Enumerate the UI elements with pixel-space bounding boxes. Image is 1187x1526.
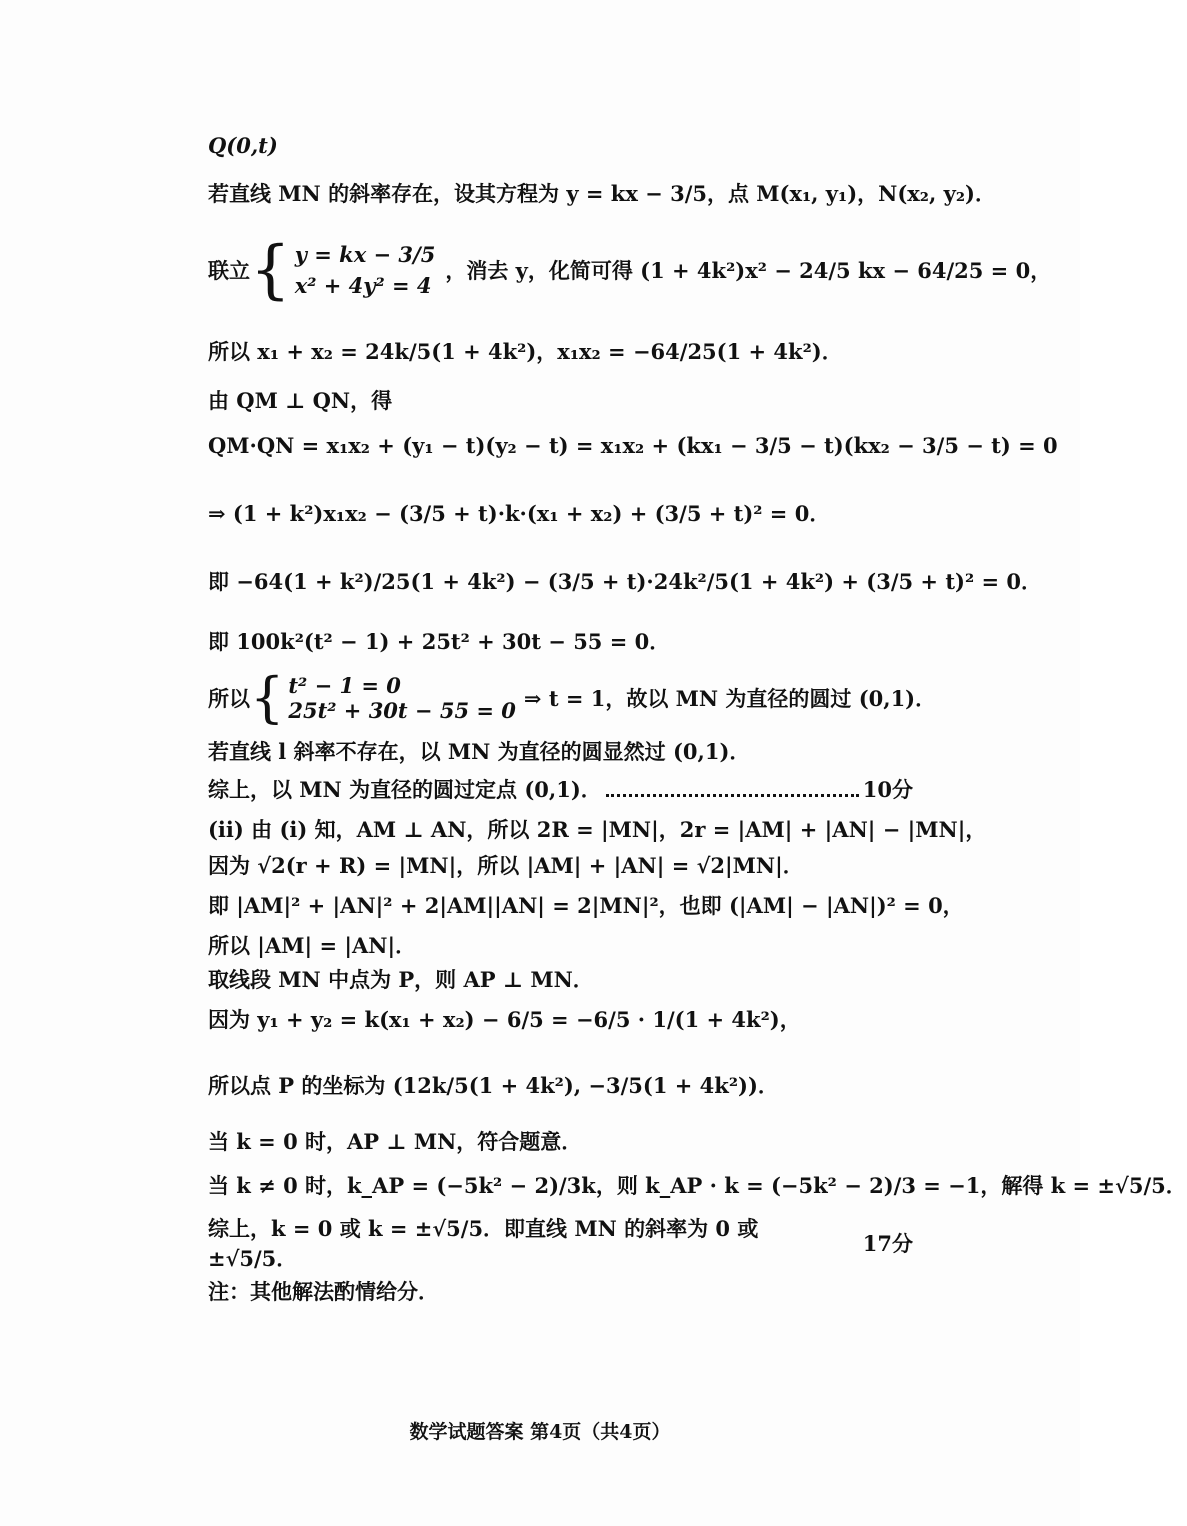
dot-product-expansion: QM·QN = x₁x₂ + (y₁ − t)(y₂ − t) = x₁x₂ + (kx₁ − 3/5 − t)(kx₂ − 3/5 − t) = 0 <box>208 432 1058 458</box>
simplified-quadratic: ，消去 y，化简可得 (1 + 4k²)x² − 24/5 kx − 64/25 = 0， <box>445 258 1052 283</box>
equal-lengths: 所以 |AM| = |AN|． <box>208 933 417 958</box>
radius-relation: 因为 √2(r + R) = |MN|，所以 |AM| + |AN| = √2|MN|． <box>208 853 804 878</box>
t-eq-1: t² − 1 = 0 <box>288 673 401 698</box>
system-eq-line: y = kx − 3/5 <box>294 242 436 267</box>
final-conclusion-text: 综上，k = 0 或 k = ±√5/5．即直线 MN 的斜率为 0 或 ±√5/5． <box>208 1216 759 1271</box>
midpoint-definition: 取线段 MN 中点为 P，则 AP ⊥ MN． <box>208 967 594 992</box>
case-k-nonzero: 当 k ≠ 0 时，k_AP = (−5k² − 2)/3k，则 k_AP · k = (−5k² − 2)/3 = −1，解得 k = ±√5/5． <box>208 1173 1187 1198</box>
conclusion-text: 综上，以 MN 为直径的圆过定点 (0,1)． <box>208 777 602 802</box>
simplified-equation: 即 100k²(t² − 1) + 25t² + 30t − 55 = 0． <box>208 629 671 654</box>
final-conclusion <box>208 1216 914 1271</box>
line-slope-exists: 若直线 MN 的斜率存在，设其方程为 y = kx − 3/5，点 M(x₁, y₁)，N(x₂, y₂)． <box>208 181 996 206</box>
dotted-leader <box>606 782 859 797</box>
squared-relation: 即 |AM|² + |AN|² + 2|AM||AN| = 2|MN|²，也即 (|AM| − |AN|)² = 0， <box>208 893 964 918</box>
t-conclusion: ⇒ t = 1，故以 MN 为直径的圆过 (0,1)． <box>523 686 937 711</box>
simultaneous-equations <box>208 232 1051 308</box>
t-eq-2: 25t² + 30t − 55 = 0 <box>288 698 516 723</box>
perpendicular-condition: 由 QM ⊥ QN，得 <box>208 388 393 413</box>
substituted-equation: 即 −64(1 + k²)/25(1 + 4k²) − (3/5 + t)·24k²/5(1 + 4k²) + (3/5 + t)² = 0． <box>208 569 1042 594</box>
slope-undefined-case: 若直线 l 斜率不存在，以 MN 为直径的圆显然过 (0,1)． <box>208 739 751 764</box>
t-system <box>208 666 936 730</box>
page-footer: 数学试题答案 第4页（共4页） <box>409 1421 671 1443</box>
vieta-relations: 所以 x₁ + x₂ = 24k/5(1 + 4k²)，x₁x₂ = −64/25(1 + 4k²)． <box>208 339 843 364</box>
score-10: 10分 <box>862 777 913 802</box>
implication-equation: ⇒ (1 + k²)x₁x₂ − (3/5 + t)·k·(x₁ + x₂) + (3/5 + t)² = 0． <box>208 501 831 526</box>
left-brace-icon: { <box>250 233 291 307</box>
system-eq-ellipse: x² + 4y² = 4 <box>294 273 432 298</box>
equation-system <box>250 233 436 307</box>
t-equation-system <box>250 666 516 729</box>
grading-note: 注：其他解法酌情给分． <box>208 1279 439 1304</box>
left-brace-icon: { <box>250 666 285 729</box>
point-q: Q(0,t) <box>208 132 278 158</box>
t-system-label: 所以 <box>208 686 250 711</box>
case-k-zero: 当 k = 0 时，AP ⊥ MN，符合题意． <box>208 1129 583 1154</box>
y-sum: 因为 y₁ + y₂ = k(x₁ + x₂) − 6/5 = −6/5 · 1/(1 + 4k²)， <box>208 1007 801 1032</box>
score-17: 17分 <box>862 1231 914 1256</box>
simultaneous-label: 联立 <box>208 258 250 283</box>
part-ii-start: (ii) 由 (i) 知，AM ⊥ AN，所以 2R = |MN|，2r = |AM| + |AN| − |MN|， <box>208 817 987 842</box>
fixed-point-conclusion <box>208 772 913 806</box>
midpoint-coordinates: 所以点 P 的坐标为 (12k/5(1 + 4k²), −3/5(1 + 4k²))． <box>208 1073 779 1098</box>
